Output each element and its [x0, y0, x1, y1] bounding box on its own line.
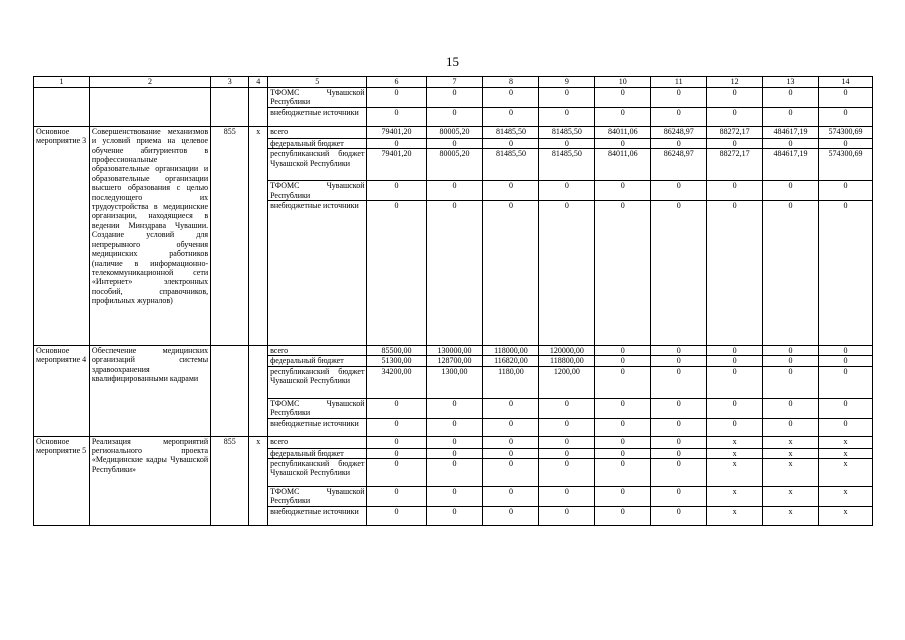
value-cell: 0: [595, 356, 651, 366]
column-number: 13: [763, 77, 819, 88]
value-cell: 0: [707, 88, 763, 108]
value-cell: 128700,00: [426, 356, 483, 366]
value-cell: 0: [483, 459, 539, 487]
value-cell: x: [819, 459, 873, 487]
value-cell: 0: [539, 448, 595, 458]
table-row: [34, 346, 873, 356]
value-cell: 0: [707, 356, 763, 366]
value-cell: 0: [595, 366, 651, 398]
value-cell: x: [763, 448, 819, 458]
value-cell: 84011,06: [595, 149, 651, 181]
value-cell: 0: [651, 366, 707, 398]
budget-code: [211, 346, 249, 437]
column-number: 1: [34, 77, 90, 88]
value-cell: x: [707, 436, 763, 448]
value-cell: 0: [539, 88, 595, 108]
value-cell: 0: [539, 201, 595, 346]
value-cell: 0: [595, 459, 651, 487]
column-number: 10: [595, 77, 651, 88]
value-cell: 0: [763, 107, 819, 126]
column-number: 7: [426, 77, 483, 88]
value-cell: x: [819, 506, 873, 525]
value-cell: 0: [651, 88, 707, 108]
value-cell: x: [819, 436, 873, 448]
value-cell: 0: [595, 201, 651, 346]
value-cell: 0: [763, 138, 819, 148]
event-name: Основное мероприятие 5: [34, 436, 90, 525]
value-cell: 0: [483, 138, 539, 148]
value-cell: 81485,50: [483, 149, 539, 181]
value-cell: 0: [819, 366, 873, 398]
value-cell: 0: [539, 181, 595, 201]
value-cell: 0: [483, 107, 539, 126]
value-cell: 0: [707, 181, 763, 201]
value-cell: 0: [539, 459, 595, 487]
column-number: 2: [89, 77, 210, 88]
value-cell: 0: [426, 506, 483, 525]
value-cell: x: [763, 459, 819, 487]
value-cell: 0: [763, 366, 819, 398]
funding-source: всего: [268, 346, 367, 356]
funding-source: республиканский бюджет Чувашской Республики: [268, 149, 367, 181]
value-cell: 0: [426, 436, 483, 448]
value-cell: 84011,06: [595, 126, 651, 138]
value-cell: 0: [651, 356, 707, 366]
funding-source: ТФОМС Чувашской Республики: [268, 181, 367, 201]
funding-source: ТФОМС Чувашской Республики: [268, 88, 367, 108]
value-cell: 86248,97: [651, 126, 707, 138]
value-cell: 0: [763, 181, 819, 201]
value-cell: 0: [539, 436, 595, 448]
value-cell: 0: [651, 138, 707, 148]
value-cell: 1200,00: [539, 366, 595, 398]
value-cell: 88272,17: [707, 126, 763, 138]
value-cell: x: [763, 436, 819, 448]
funding-source: федеральный бюджет: [268, 448, 367, 458]
funding-source: всего: [268, 436, 367, 448]
value-cell: 80005,20: [426, 126, 483, 138]
value-cell: 0: [367, 138, 426, 148]
value-cell: 0: [819, 356, 873, 366]
value-cell: 0: [426, 418, 483, 436]
event-description: Совершенствование механизмов и условий приема на целевое обучение абитуриентов в профессиональные образовательные организации и образовательные организации высшего образования с целью последующего их трудоустройства в медицинские организации, находящиеся в ведении Минздрава Чувашии. Создание условий для непрерывного обучения медицинских работников (наличие в информационно-телекоммуникационной сети «Интернет» электронных пособий, справочников, профильных журналов): [89, 126, 210, 345]
value-cell: x: [763, 487, 819, 507]
value-cell: 0: [763, 88, 819, 108]
value-cell: 0: [426, 487, 483, 507]
value-cell: 0: [367, 418, 426, 436]
value-cell: 0: [595, 506, 651, 525]
value-cell: 0: [707, 107, 763, 126]
value-cell: 79401,20: [367, 149, 426, 181]
value-cell: 0: [651, 201, 707, 346]
value-cell: 0: [367, 181, 426, 201]
page-number: 15: [446, 54, 459, 69]
value-cell: 0: [595, 181, 651, 201]
value-cell: 81485,50: [539, 126, 595, 138]
column-number-row: [34, 77, 873, 88]
value-cell: 0: [367, 506, 426, 525]
value-cell: 0: [367, 436, 426, 448]
budget-code: 855: [211, 126, 249, 345]
event-description: [89, 88, 210, 127]
event-description: Реализация мероприятий регионального проекта «Медицинские кадры Чувашской Республики»: [89, 436, 210, 525]
value-cell: 0: [707, 366, 763, 398]
value-cell: 0: [483, 181, 539, 201]
value-cell: 0: [367, 88, 426, 108]
value-cell: 88272,17: [707, 149, 763, 181]
column-number: 12: [707, 77, 763, 88]
value-cell: x: [763, 506, 819, 525]
value-cell: 0: [426, 88, 483, 108]
funding-source: внебюджетные источники: [268, 506, 367, 525]
value-cell: 0: [763, 201, 819, 346]
value-cell: 0: [763, 356, 819, 366]
event-name: Основное мероприятие 4: [34, 346, 90, 437]
value-cell: 0: [651, 107, 707, 126]
column-number: 5: [268, 77, 367, 88]
column-number: 4: [249, 77, 268, 88]
value-cell: 574300,69: [819, 149, 873, 181]
value-cell: 81485,50: [539, 149, 595, 181]
event-name: Основное мероприятие 3: [34, 126, 90, 345]
value-cell: 0: [483, 436, 539, 448]
budget-code: 855: [211, 436, 249, 525]
value-cell: 0: [819, 418, 873, 436]
value-cell: 484617,19: [763, 126, 819, 138]
value-cell: 0: [367, 448, 426, 458]
value-cell: 0: [819, 201, 873, 346]
value-cell: 0: [651, 487, 707, 507]
value-cell: 0: [707, 346, 763, 356]
funding-source: всего: [268, 126, 367, 138]
value-cell: 80005,20: [426, 149, 483, 181]
x-mark: x: [249, 126, 268, 345]
event-description: Обеспечение медицинских организаций системы здравоохранения квалифицированными кадрами: [89, 346, 210, 437]
x-mark: [249, 346, 268, 437]
value-cell: 1300,00: [426, 366, 483, 398]
funding-source: внебюджетные источники: [268, 418, 367, 436]
value-cell: 0: [819, 346, 873, 356]
table-row: [34, 436, 873, 448]
funding-source: внебюджетные источники: [268, 107, 367, 126]
value-cell: 118000,00: [483, 346, 539, 356]
value-cell: 0: [595, 88, 651, 108]
column-number: 9: [539, 77, 595, 88]
event-name: [34, 88, 90, 127]
funding-source: федеральный бюджет: [268, 356, 367, 366]
value-cell: 0: [763, 346, 819, 356]
funding-source: ТФОМС Чувашской Республики: [268, 398, 367, 418]
value-cell: 0: [651, 448, 707, 458]
value-cell: 0: [819, 107, 873, 126]
value-cell: 0: [483, 88, 539, 108]
value-cell: x: [707, 487, 763, 507]
column-number: 6: [367, 77, 426, 88]
table-row: [34, 126, 873, 138]
value-cell: 0: [483, 418, 539, 436]
value-cell: 0: [651, 398, 707, 418]
value-cell: 0: [651, 418, 707, 436]
value-cell: 0: [483, 448, 539, 458]
value-cell: 0: [595, 487, 651, 507]
x-mark: [249, 88, 268, 127]
value-cell: 0: [763, 418, 819, 436]
value-cell: 0: [426, 448, 483, 458]
value-cell: 0: [539, 107, 595, 126]
value-cell: 0: [426, 398, 483, 418]
value-cell: x: [819, 448, 873, 458]
funding-source: республиканский бюджет Чувашской Республики: [268, 459, 367, 487]
value-cell: 0: [539, 487, 595, 507]
budget-table: [33, 76, 873, 526]
value-cell: 0: [595, 107, 651, 126]
value-cell: 0: [707, 398, 763, 418]
value-cell: 0: [367, 107, 426, 126]
value-cell: x: [819, 487, 873, 507]
value-cell: 85500,00: [367, 346, 426, 356]
value-cell: 0: [819, 88, 873, 108]
value-cell: 0: [483, 201, 539, 346]
value-cell: 0: [595, 418, 651, 436]
value-cell: x: [707, 448, 763, 458]
value-cell: 0: [539, 506, 595, 525]
value-cell: 0: [426, 459, 483, 487]
value-cell: 0: [595, 346, 651, 356]
funding-source: федеральный бюджет: [268, 138, 367, 148]
value-cell: 118800,00: [539, 356, 595, 366]
budget-code: [211, 88, 249, 127]
value-cell: 0: [707, 201, 763, 346]
value-cell: 130000,00: [426, 346, 483, 356]
value-cell: 0: [483, 398, 539, 418]
value-cell: 116820,00: [483, 356, 539, 366]
value-cell: 0: [595, 138, 651, 148]
value-cell: 0: [367, 398, 426, 418]
value-cell: x: [707, 459, 763, 487]
funding-source: ТФОМС Чувашской Республики: [268, 487, 367, 507]
value-cell: 0: [426, 107, 483, 126]
column-number: 8: [483, 77, 539, 88]
value-cell: 0: [595, 448, 651, 458]
value-cell: x: [707, 506, 763, 525]
value-cell: 0: [483, 487, 539, 507]
column-number: 14: [819, 77, 873, 88]
value-cell: 0: [651, 346, 707, 356]
column-number: 3: [211, 77, 249, 88]
table-row: [34, 88, 873, 108]
value-cell: 120000,00: [539, 346, 595, 356]
value-cell: 34200,00: [367, 366, 426, 398]
value-cell: 0: [426, 138, 483, 148]
value-cell: 0: [539, 138, 595, 148]
value-cell: 0: [707, 418, 763, 436]
value-cell: 0: [483, 506, 539, 525]
funding-source: республиканский бюджет Чувашской Республики: [268, 366, 367, 398]
value-cell: 0: [763, 398, 819, 418]
value-cell: 0: [539, 398, 595, 418]
value-cell: 0: [651, 459, 707, 487]
value-cell: 0: [367, 459, 426, 487]
value-cell: 0: [595, 436, 651, 448]
value-cell: 0: [819, 398, 873, 418]
value-cell: 0: [819, 181, 873, 201]
value-cell: 0: [426, 201, 483, 346]
value-cell: 0: [426, 181, 483, 201]
value-cell: 574300,69: [819, 126, 873, 138]
value-cell: 0: [651, 181, 707, 201]
value-cell: 0: [651, 506, 707, 525]
value-cell: 0: [539, 418, 595, 436]
column-number: 11: [651, 77, 707, 88]
value-cell: 51300,00: [367, 356, 426, 366]
value-cell: 0: [367, 201, 426, 346]
funding-source: внебюджетные источники: [268, 201, 367, 346]
x-mark: x: [249, 436, 268, 525]
value-cell: 0: [595, 398, 651, 418]
value-cell: 79401,20: [367, 126, 426, 138]
value-cell: 86248,97: [651, 149, 707, 181]
value-cell: 81485,50: [483, 126, 539, 138]
value-cell: 0: [651, 436, 707, 448]
value-cell: 484617,19: [763, 149, 819, 181]
value-cell: 0: [707, 138, 763, 148]
value-cell: 0: [819, 138, 873, 148]
value-cell: 0: [367, 487, 426, 507]
value-cell: 1180,00: [483, 366, 539, 398]
